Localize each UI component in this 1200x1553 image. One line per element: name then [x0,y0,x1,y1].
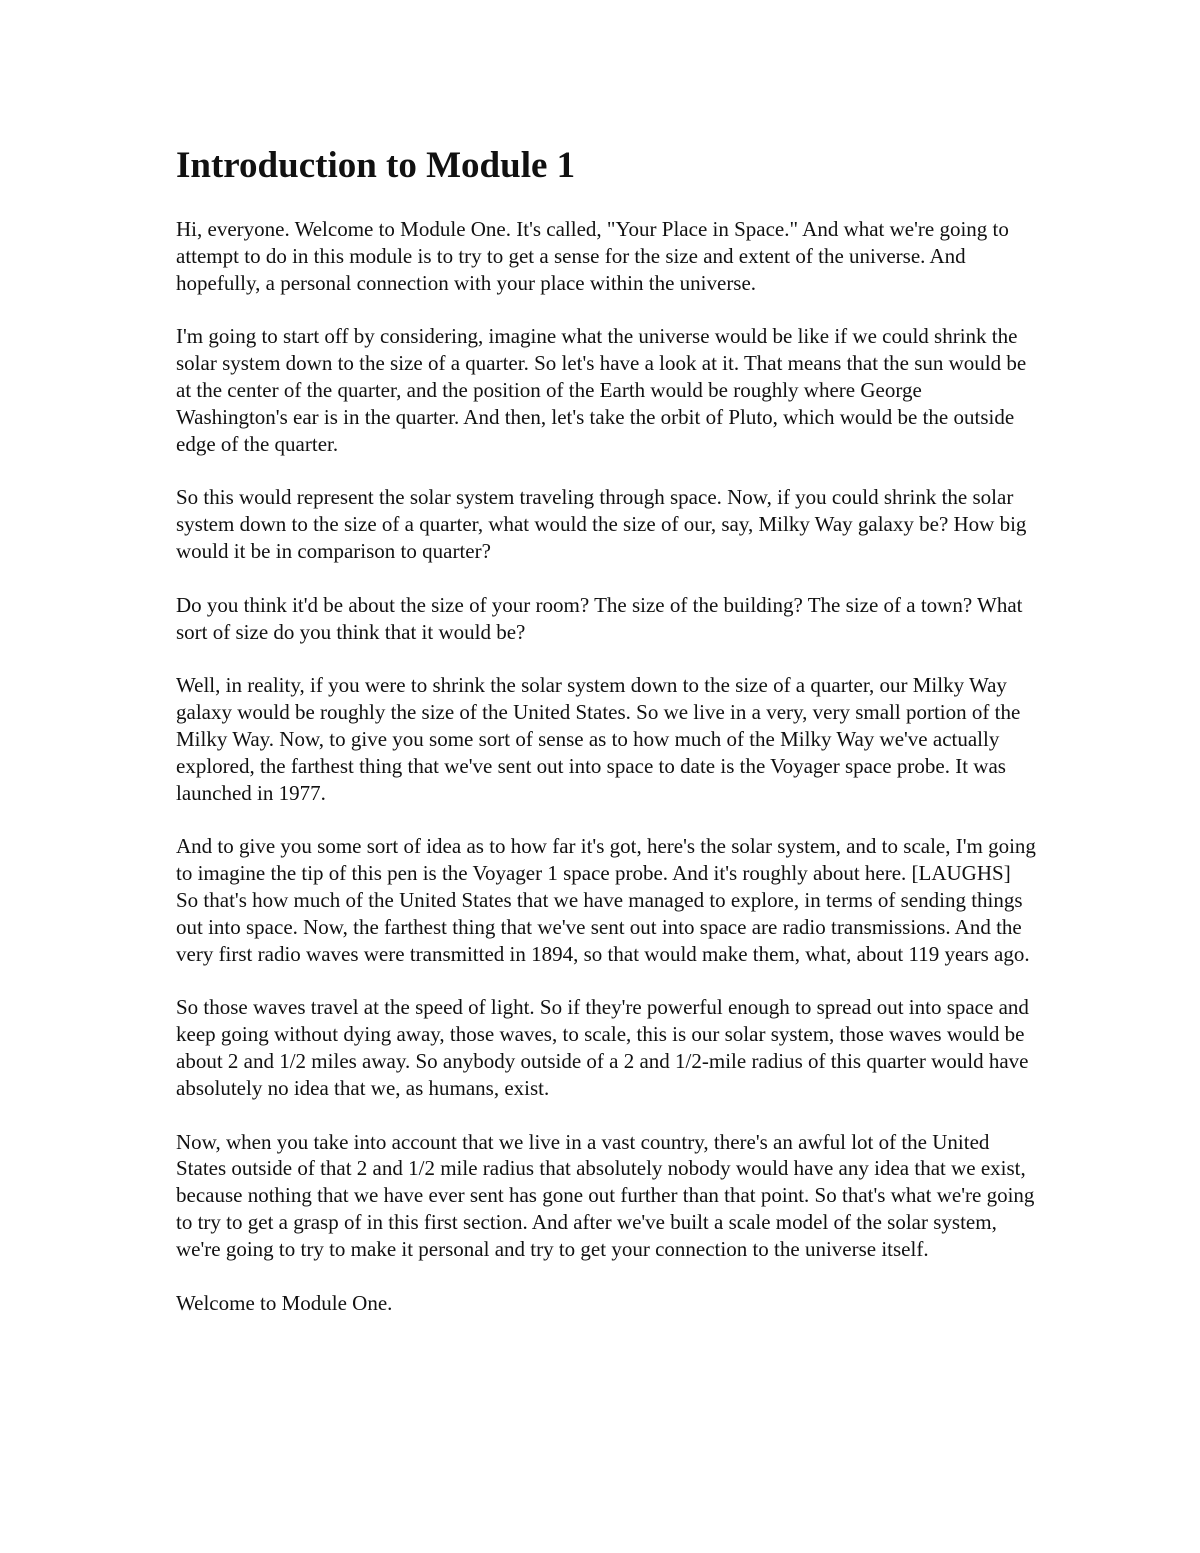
paragraph-8: Now, when you take into account that we live in a vast country, there's an awful lot of the United States outside of that 2 and 1/2 mile radius that absolutely nobody would have any idea that we exist, because nothing that we have ever sent has gone out further than that point. So that's what we're going to try to get a grasp of in this first section. And after we've built a scale model of the solar system, we're going to try to make it personal and try to get your connection to the universe itself. [176,1129,1035,1261]
paragraph-1: Hi, everyone. Welcome to Module One. It's called, "Your Place in Space." And what we're going to attempt to do in this module is to try to get a sense for the size and extent of the universe. And hopefully, a personal connection with your place within the universe. [176,217,1009,295]
paragraph-2: I'm going to start off by considering, imagine what the universe would be like if we could shrink the solar system down to the size of a quarter. So let's have a look at it. That means that the sun would be at the center of the quarter, and the position of the Earth would be roughly where George Washington's ear is in the quarter. And then, let's take the orbit of Pluto, which would be the outside edge of the quarter. [176,324,1027,456]
paragraph-4: Do you think it'd be about the size of your room? The size of the building? The size of a town? What sort of size do you think that it would be? [176,592,1023,644]
page-title: Introduction to Module 1 [176,145,576,186]
paragraph-9: Welcome to Module One. [176,1290,393,1315]
paragraph-7: So those waves travel at the speed of light. So if they're powerful enough to spread out into space and keep going without dying away, those waves, to scale, this is our solar system, those waves would be about 2 and 1/2 miles away. So anybody outside of a 2 and 1/2-mile radius of this quarter would have absolutely no idea that we, as humans, exist. [176,995,1029,1100]
paragraph-5: Well, in reality, if you were to shrink the solar system down to the size of a quarter, our Milky Way galaxy would be roughly the size of the United States. So we live in a very, very small portion of the Milky Way. Now, to give you some sort of sense as to how much of the Milky Way we've actually explored, the farthest thing that we've sent out into space to date is the Voyager space probe. It was launched in 1977. [176,673,1021,805]
paragraph-3: So this would represent the solar system traveling through space. Now, if you could shrink the solar system down to the size of a quarter, what would the size of our, say, Milky Way galaxy be? How big would it be in comparison to quarter? [176,485,1027,563]
paragraph-6: And to give you some sort of idea as to how far it's got, here's the solar system, and to scale, I'm going to imagine the tip of this pen is the Voyager 1 space probe. And it's roughly about here. [LAUGHS] So that's how much of the United States that we have managed to explore, in terms of sending things out into space. Now, the farthest thing that we've sent out into space are radio transmissions. And the very first radio waves were transmitted in 1894, so that would make them, what, about 119 years ago. [176,834,1036,966]
document-page [176,146,1036,1343]
